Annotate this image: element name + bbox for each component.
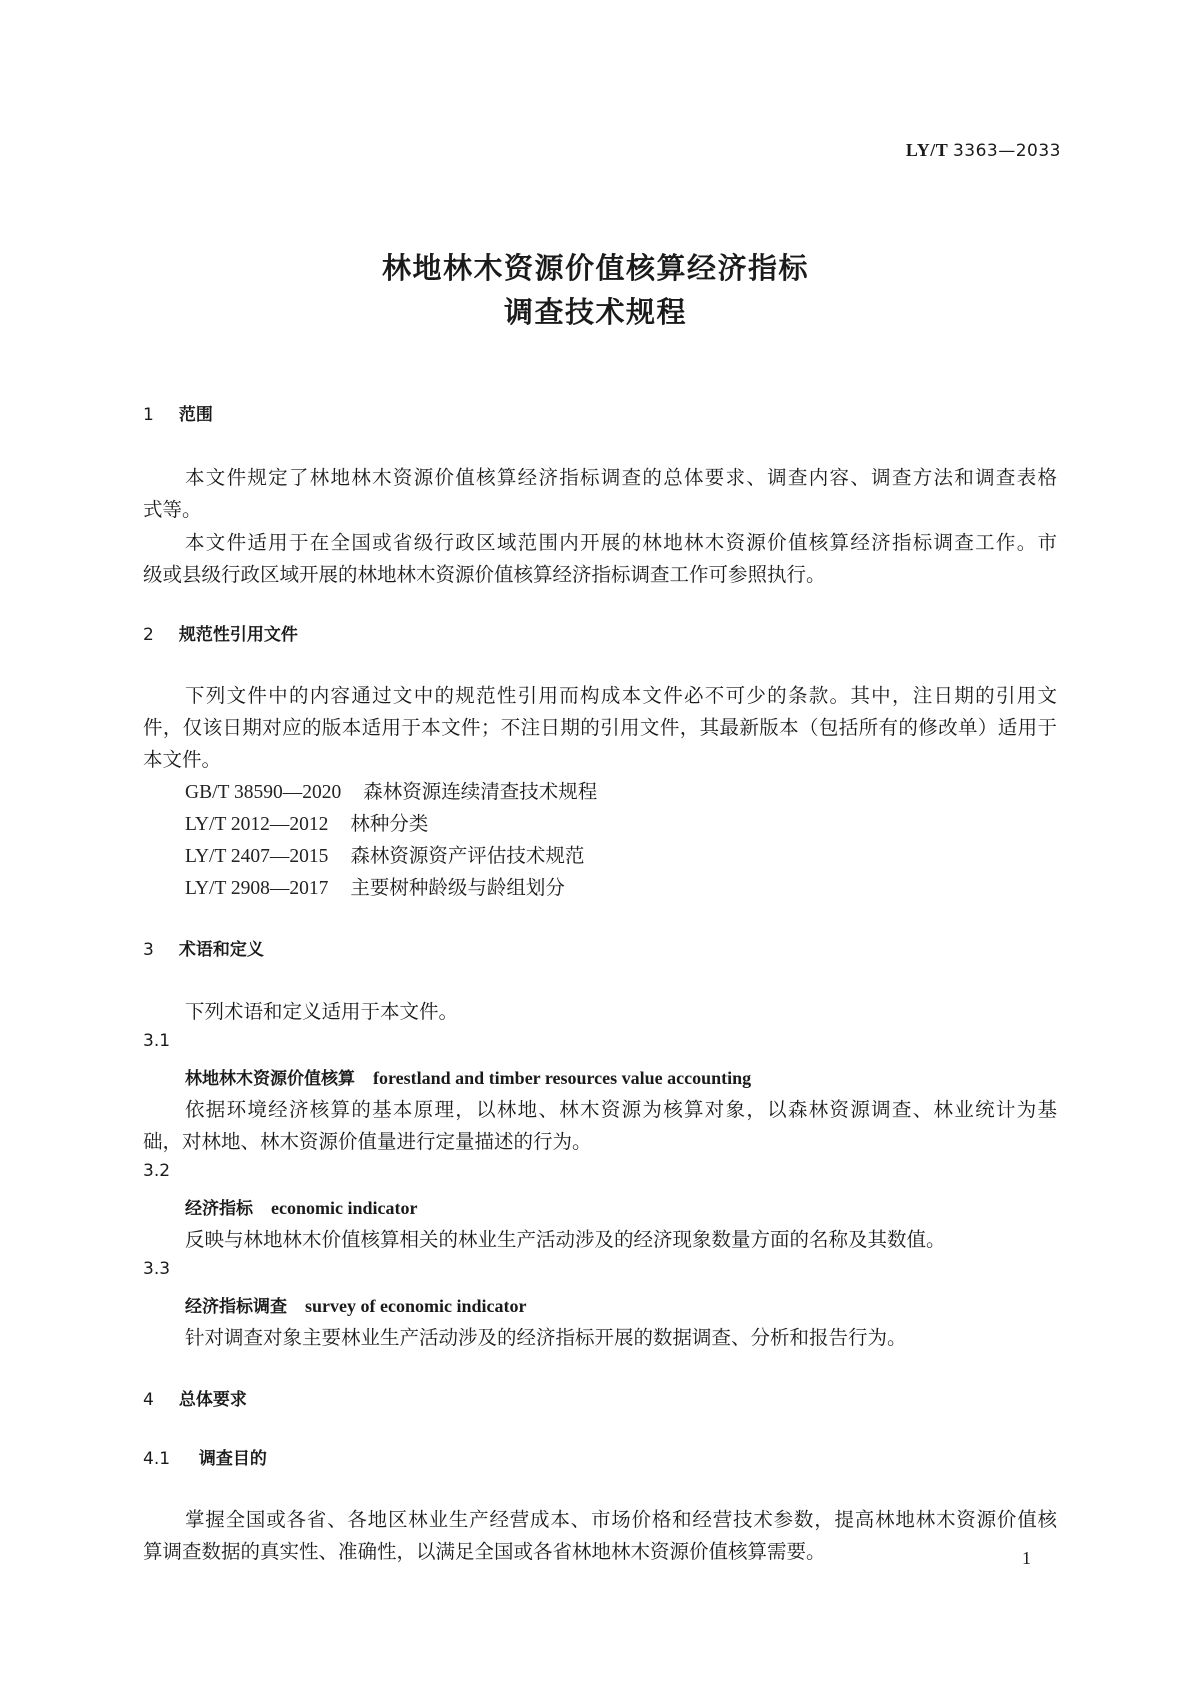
reference-item bbox=[185, 872, 565, 900]
reference-code: LY/T 2908—2017 bbox=[185, 878, 329, 899]
subsection-4-1-number: 4.1 bbox=[143, 1449, 171, 1469]
s2-paragraph-line1: 下列文件中的内容通过文中的规范性引用而构成本文件必不可少的条款。其中，注日期的引用文 bbox=[185, 684, 1057, 707]
section-3-heading bbox=[143, 935, 264, 960]
term-chinese: 经济指标调查 bbox=[185, 1297, 287, 1317]
term-heading bbox=[185, 1064, 751, 1089]
term-definition-line2: 础，对林地、林木资源价值量进行定量描述的行为。 bbox=[143, 1130, 592, 1153]
section-4-title: 总体要求 bbox=[178, 1390, 247, 1410]
standard-code-prefix: LY/T bbox=[905, 140, 948, 160]
document-title-line1: 林地林木资源价值核算经济指标 bbox=[381, 251, 809, 285]
term-heading bbox=[185, 1292, 526, 1317]
reference-item bbox=[185, 840, 584, 868]
section-4-heading bbox=[143, 1385, 247, 1410]
s4-paragraph-line1: 掌握全国或各省、各地区林业生产经营成本、市场价格和经营技术参数，提高林地林木资源价值核 bbox=[185, 1508, 1057, 1531]
section-4-number: 4 bbox=[143, 1390, 154, 1410]
s2-paragraph-line2: 件，仅该日期对应的版本适用于本文件；不注日期的引用文件，其最新版本（包括所有的修改单）适用于 bbox=[143, 716, 1057, 739]
page-number: 1 bbox=[1022, 1548, 1031, 1568]
reference-title: 森林资源连续清查技术规程 bbox=[363, 780, 598, 803]
reference-title: 林种分类 bbox=[350, 812, 429, 835]
s1-paragraph1-line1: 本文件规定了林地林木资源价值核算经济指标调查的总体要求、调查内容、调查方法和调查表格 bbox=[185, 466, 1057, 489]
s1-paragraph2-line1: 本文件适用于在全国或省级行政区域范围内开展的林地林木资源价值核算经济指标调查工作。市 bbox=[185, 531, 1057, 554]
term-chinese: 林地林木资源价值核算 bbox=[185, 1069, 355, 1089]
reference-title: 森林资源资产评估技术规范 bbox=[350, 844, 585, 867]
s4-paragraph-line2: 算调查数据的真实性、准确性，以满足全国或各省林地林木资源价值核算需要。 bbox=[143, 1540, 826, 1563]
document-title-line2: 调查技术规程 bbox=[503, 295, 687, 329]
section-2-title: 规范性引用文件 bbox=[178, 625, 298, 645]
term-english: economic indicator bbox=[271, 1198, 418, 1218]
reference-item bbox=[185, 776, 597, 804]
term-english: survey of economic indicator bbox=[305, 1296, 527, 1316]
term-definition-line1: 反映与林地林木价值核算相关的林业生产活动涉及的经济现象数量方面的名称及其数值。 bbox=[185, 1228, 946, 1251]
s2-paragraph-line3: 本文件。 bbox=[143, 748, 222, 771]
term-chinese: 经济指标 bbox=[185, 1199, 253, 1219]
reference-title: 主要树种龄级与龄组划分 bbox=[350, 876, 565, 899]
section-1-heading bbox=[143, 400, 213, 425]
reference-code: LY/T 2407—2015 bbox=[185, 846, 329, 867]
standard-code bbox=[906, 140, 1061, 161]
reference-code: LY/T 2012—2012 bbox=[185, 814, 329, 835]
section-3-title: 术语和定义 bbox=[178, 940, 264, 960]
term-number: 3.2 bbox=[143, 1161, 171, 1181]
subsection-4-1-title: 调查目的 bbox=[198, 1449, 267, 1469]
s1-paragraph1-line2: 式等。 bbox=[143, 498, 202, 521]
term-definition-line1: 针对调查对象主要林业生产活动涉及的经济指标开展的数据调查、分析和报告行为。 bbox=[185, 1326, 907, 1349]
term-definition-line1: 依据环境经济核算的基本原理，以林地、林木资源为核算对象，以森林资源调查、林业统计为基 bbox=[185, 1098, 1057, 1121]
term-heading bbox=[185, 1194, 417, 1219]
subsection-4-1-heading bbox=[143, 1444, 267, 1469]
reference-item bbox=[185, 808, 428, 836]
section-2-heading bbox=[143, 620, 298, 645]
standard-code-number: 3363—2033 bbox=[952, 141, 1061, 161]
section-1-title: 范围 bbox=[178, 405, 213, 425]
term-number: 3.1 bbox=[143, 1031, 171, 1051]
section-2-number: 2 bbox=[143, 625, 154, 645]
s1-paragraph2-line2: 级或县级行政区域开展的林地林木资源价值核算经济指标调查工作可参照执行。 bbox=[143, 563, 826, 586]
reference-code: GB/T 38590—2020 bbox=[185, 782, 342, 803]
s3-intro: 下列术语和定义适用于本文件。 bbox=[185, 1000, 459, 1023]
term-english: forestland and timber resources value accounting bbox=[373, 1068, 752, 1088]
section-1-number: 1 bbox=[143, 405, 154, 425]
section-3-number: 3 bbox=[143, 940, 154, 960]
term-number: 3.3 bbox=[143, 1259, 171, 1279]
